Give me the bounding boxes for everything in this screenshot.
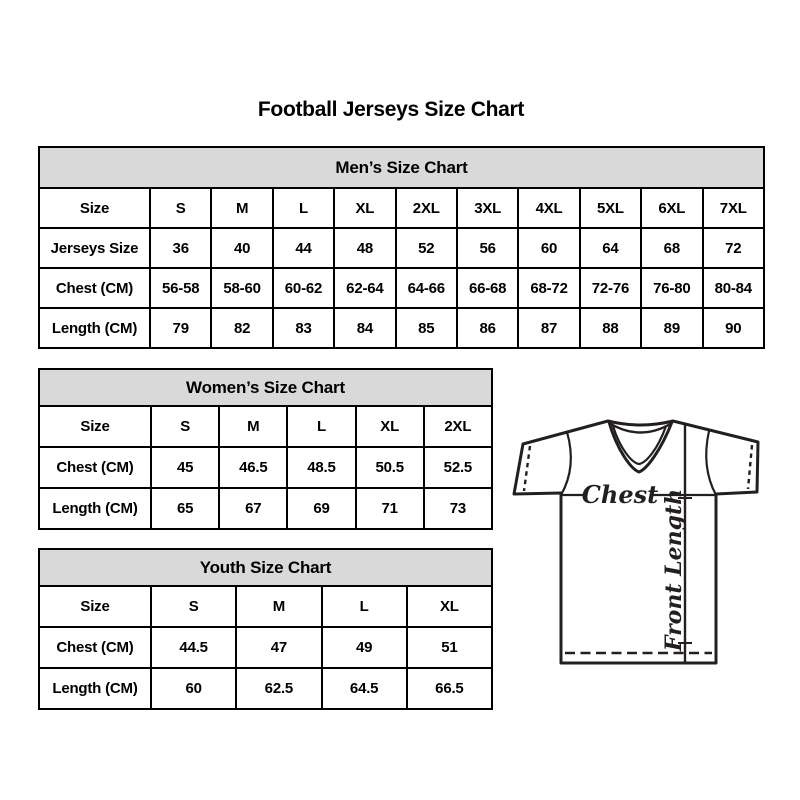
jersey-cuff-right-dashed-line (748, 445, 752, 489)
youth-row-label: Chest (CM) (39, 627, 151, 668)
womens-value-cell: L (287, 406, 355, 447)
jersey-outline (514, 421, 758, 663)
womens-value-cell: 50.5 (356, 447, 424, 488)
mens-value-cell: 56-58 (150, 268, 211, 308)
mens-size-table (38, 146, 765, 349)
youth-value-cell: 47 (236, 627, 321, 668)
womens-row-label: Size (39, 406, 151, 447)
youth-row-label: Size (39, 586, 151, 627)
womens-table-row (39, 488, 492, 529)
womens-row-label: Length (CM) (39, 488, 151, 529)
youth-section-header: Youth Size Chart (39, 549, 492, 586)
womens-section-header-row (39, 369, 492, 406)
mens-value-cell: 68-72 (518, 268, 579, 308)
mens-value-cell: 76-80 (641, 268, 702, 308)
jersey-cuff-left-dashed-line (524, 446, 530, 491)
womens-row-label: Chest (CM) (39, 447, 151, 488)
mens-value-cell: 44 (273, 228, 334, 268)
mens-value-cell: 66-68 (457, 268, 518, 308)
mens-value-cell: 60 (518, 228, 579, 268)
youth-table-row (39, 627, 492, 668)
mens-value-cell: 85 (396, 308, 457, 348)
womens-value-cell: 48.5 (287, 447, 355, 488)
mens-table-row (39, 268, 764, 308)
mens-value-cell: 84 (334, 308, 395, 348)
mens-value-cell: M (211, 188, 272, 228)
youth-row-label: Length (CM) (39, 668, 151, 709)
mens-value-cell: 83 (273, 308, 334, 348)
mens-value-cell: 56 (457, 228, 518, 268)
mens-value-cell: 3XL (457, 188, 518, 228)
mens-value-cell: 36 (150, 228, 211, 268)
mens-value-cell: S (150, 188, 211, 228)
youth-value-cell: 60 (151, 668, 236, 709)
youth-value-cell: 66.5 (407, 668, 492, 709)
mens-value-cell: 86 (457, 308, 518, 348)
jersey-armhole-right-seam (706, 431, 716, 495)
womens-value-cell: 52.5 (424, 447, 492, 488)
youth-value-cell: M (236, 586, 321, 627)
mens-value-cell: XL (334, 188, 395, 228)
womens-table-row (39, 406, 492, 447)
youth-value-cell: XL (407, 586, 492, 627)
mens-value-cell: 89 (641, 308, 702, 348)
womens-value-cell: 67 (219, 488, 287, 529)
mens-value-cell: 7XL (703, 188, 764, 228)
mens-value-cell: 79 (150, 308, 211, 348)
womens-value-cell: S (151, 406, 219, 447)
jersey-armhole-left-seam (561, 432, 571, 495)
mens-row-label: Size (39, 188, 150, 228)
mens-value-cell: 40 (211, 228, 272, 268)
mens-value-cell: 60-62 (273, 268, 334, 308)
mens-value-cell: 88 (580, 308, 641, 348)
womens-value-cell: 45 (151, 447, 219, 488)
mens-value-cell: 64 (580, 228, 641, 268)
front-length-label: Front Length (661, 488, 687, 652)
youth-value-cell: 44.5 (151, 627, 236, 668)
mens-value-cell: 48 (334, 228, 395, 268)
mens-row-label: Length (CM) (39, 308, 150, 348)
mens-row-label: Jerseys Size (39, 228, 150, 268)
mens-value-cell: 5XL (580, 188, 641, 228)
womens-section-header: Women’s Size Chart (39, 369, 492, 406)
mens-table-row (39, 188, 764, 228)
youth-value-cell: 64.5 (322, 668, 407, 709)
mens-value-cell: 82 (211, 308, 272, 348)
youth-value-cell: L (322, 586, 407, 627)
mens-row-label: Chest (CM) (39, 268, 150, 308)
youth-table-row (39, 586, 492, 627)
youth-value-cell: 51 (407, 627, 492, 668)
mens-value-cell: 72-76 (580, 268, 641, 308)
chest-label: Chest (581, 480, 659, 509)
youth-table-row (39, 668, 492, 709)
mens-value-cell: 62-64 (334, 268, 395, 308)
mens-value-cell: 80-84 (703, 268, 764, 308)
womens-value-cell: 71 (356, 488, 424, 529)
youth-section-header-row (39, 549, 492, 586)
womens-value-cell: 73 (424, 488, 492, 529)
mens-value-cell: 64-66 (396, 268, 457, 308)
jersey-measurement-diagram (505, 412, 777, 674)
mens-table-row (39, 308, 764, 348)
womens-value-cell: 2XL (424, 406, 492, 447)
womens-value-cell: 65 (151, 488, 219, 529)
mens-value-cell: L (273, 188, 334, 228)
mens-value-cell: 72 (703, 228, 764, 268)
mens-table-row (39, 228, 764, 268)
womens-value-cell: 69 (287, 488, 355, 529)
youth-size-table (38, 548, 493, 710)
youth-value-cell: S (151, 586, 236, 627)
mens-value-cell: 2XL (396, 188, 457, 228)
mens-value-cell: 58-60 (211, 268, 272, 308)
mens-value-cell: 87 (518, 308, 579, 348)
mens-section-header-row (39, 147, 764, 188)
womens-size-table (38, 368, 493, 530)
mens-value-cell: 68 (641, 228, 702, 268)
mens-value-cell: 6XL (641, 188, 702, 228)
youth-value-cell: 49 (322, 627, 407, 668)
womens-value-cell: XL (356, 406, 424, 447)
youth-value-cell: 62.5 (236, 668, 321, 709)
page-title: Football Jerseys Size Chart (257, 98, 525, 121)
mens-value-cell: 4XL (518, 188, 579, 228)
womens-value-cell: 46.5 (219, 447, 287, 488)
mens-value-cell: 90 (703, 308, 764, 348)
mens-value-cell: 52 (396, 228, 457, 268)
womens-table-row (39, 447, 492, 488)
womens-value-cell: M (219, 406, 287, 447)
mens-section-header: Men’s Size Chart (39, 147, 764, 188)
